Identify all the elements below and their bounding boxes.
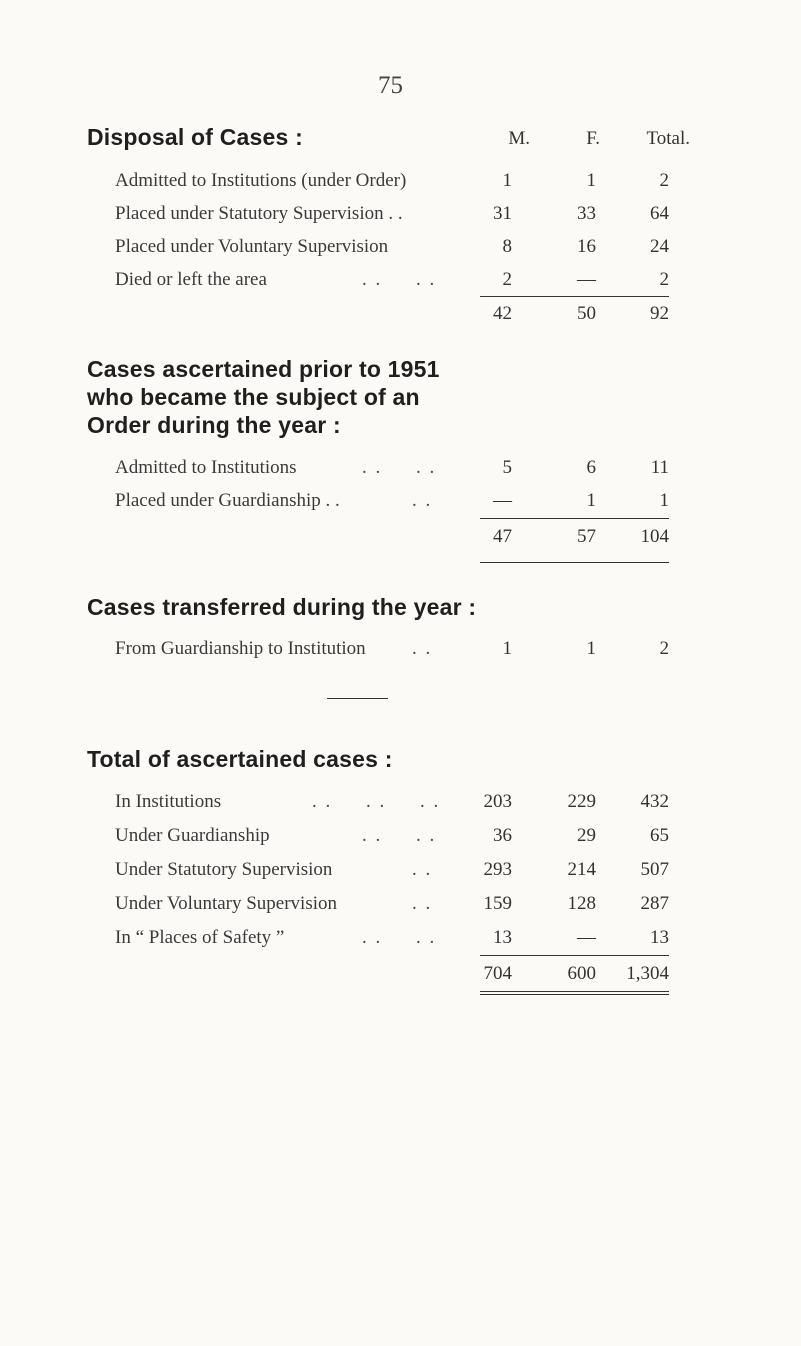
prior-row-label: Placed under Guardianship . . — [115, 490, 340, 511]
totals-row-f: 128 — [567, 893, 596, 914]
totals-row-label: In “ Places of Safety ” — [115, 927, 285, 948]
grand-total-m: 704 — [483, 963, 512, 984]
totals-row-total: 432 — [640, 791, 669, 812]
leader-dots: . . . . — [362, 457, 437, 478]
transferred-row-f: 1 — [586, 638, 596, 659]
disposal-row-label: Placed under Statutory Supervision . . — [115, 203, 403, 224]
totals-row-label: Under Guardianship — [115, 825, 270, 846]
disposal-row-m: 8 — [502, 236, 512, 257]
total-rule — [480, 955, 669, 956]
totals-row-label: Under Statutory Supervision — [115, 859, 333, 880]
totals-heading: Total of ascertained cases : — [87, 746, 393, 772]
prior-row-f: 6 — [586, 457, 596, 478]
transferred-heading: Cases transferred during the year : — [87, 594, 477, 620]
disposal-row-m: 31 — [493, 203, 512, 224]
col-m-header: M. — [508, 128, 530, 149]
prior-heading-line: who became the subject of an — [87, 384, 420, 410]
page-number: 75 — [378, 72, 403, 99]
totals-row-total: 65 — [650, 825, 669, 846]
disposal-subtotal-f: 50 — [577, 303, 596, 324]
prior-row-label: Admitted to Institutions — [115, 457, 297, 478]
disposal-row-m: 2 — [502, 269, 512, 290]
prior-subtotal-total: 104 — [640, 526, 669, 547]
disposal-subtotal-total: 92 — [650, 303, 669, 324]
prior-row-total: 1 — [659, 490, 669, 511]
disposal-row-m: 1 — [502, 170, 512, 191]
prior-row-m: — — [493, 490, 512, 511]
totals-row-label: Under Voluntary Supervision — [115, 893, 338, 914]
section-divider — [327, 698, 388, 699]
section-rule — [480, 562, 669, 563]
disposal-row-total: 24 — [650, 236, 669, 257]
totals-row-label: In Institutions — [115, 791, 222, 812]
leader-dots: . . — [412, 638, 433, 659]
transferred-row-m: 1 — [502, 638, 512, 659]
leader-dots: . . . . — [362, 269, 437, 290]
totals-row-f: 214 — [567, 859, 596, 880]
prior-heading-line: Order during the year : — [87, 412, 341, 438]
disposal-row-f: 1 — [586, 170, 596, 191]
subtotal-rule — [480, 296, 669, 297]
totals-row-m: 13 — [493, 927, 512, 948]
leader-dots: . . — [412, 490, 433, 511]
disposal-row-f: 33 — [577, 203, 596, 224]
totals-row-m: 36 — [493, 825, 512, 846]
transferred-row-label: From Guardianship to Institution — [115, 638, 366, 659]
totals-row-m: 159 — [483, 893, 512, 914]
col-total-header: Total. — [646, 128, 690, 149]
disposal-row-total: 2 — [659, 170, 669, 191]
transferred-row-total: 2 — [659, 638, 669, 659]
leader-dots: . . . . . . — [312, 791, 441, 812]
grand-total-f: 600 — [567, 963, 596, 984]
col-f-header: F. — [586, 128, 600, 149]
prior-subtotal-f: 57 — [577, 526, 596, 547]
disposal-row-f: — — [577, 269, 596, 290]
prior-row-total: 11 — [650, 457, 669, 478]
leader-dots: . . . . — [362, 825, 437, 846]
prior-subtotal-m: 47 — [493, 526, 512, 547]
totals-row-total: 13 — [650, 927, 669, 948]
totals-row-m: 293 — [483, 859, 512, 880]
disposal-subtotal-m: 42 — [493, 303, 512, 324]
disposal-row-f: 16 — [577, 236, 596, 257]
disposal-row-total: 64 — [650, 203, 669, 224]
totals-row-f: 229 — [567, 791, 596, 812]
totals-row-total: 287 — [640, 893, 669, 914]
disposal-row-total: 2 — [659, 269, 669, 290]
prior-row-m: 5 — [502, 457, 512, 478]
double-rule — [480, 991, 669, 995]
totals-row-f: 29 — [577, 825, 596, 846]
leader-dots: . . — [412, 893, 433, 914]
disposal-heading: Disposal of Cases : — [87, 124, 303, 150]
prior-heading-line: Cases ascertained prior to 1951 — [87, 356, 440, 382]
totals-row-f: — — [577, 927, 596, 948]
disposal-row-label: Died or left the area — [115, 269, 267, 290]
leader-dots: . . . . — [362, 927, 437, 948]
totals-row-m: 203 — [483, 791, 512, 812]
subtotal-rule — [480, 518, 669, 519]
prior-row-f: 1 — [586, 490, 596, 511]
totals-row-total: 507 — [640, 859, 669, 880]
disposal-row-label: Placed under Voluntary Supervision — [115, 236, 389, 257]
grand-total-total: 1,304 — [626, 963, 669, 984]
disposal-row-label: Admitted to Institutions (under Order) — [115, 170, 407, 191]
leader-dots: . . — [412, 859, 433, 880]
